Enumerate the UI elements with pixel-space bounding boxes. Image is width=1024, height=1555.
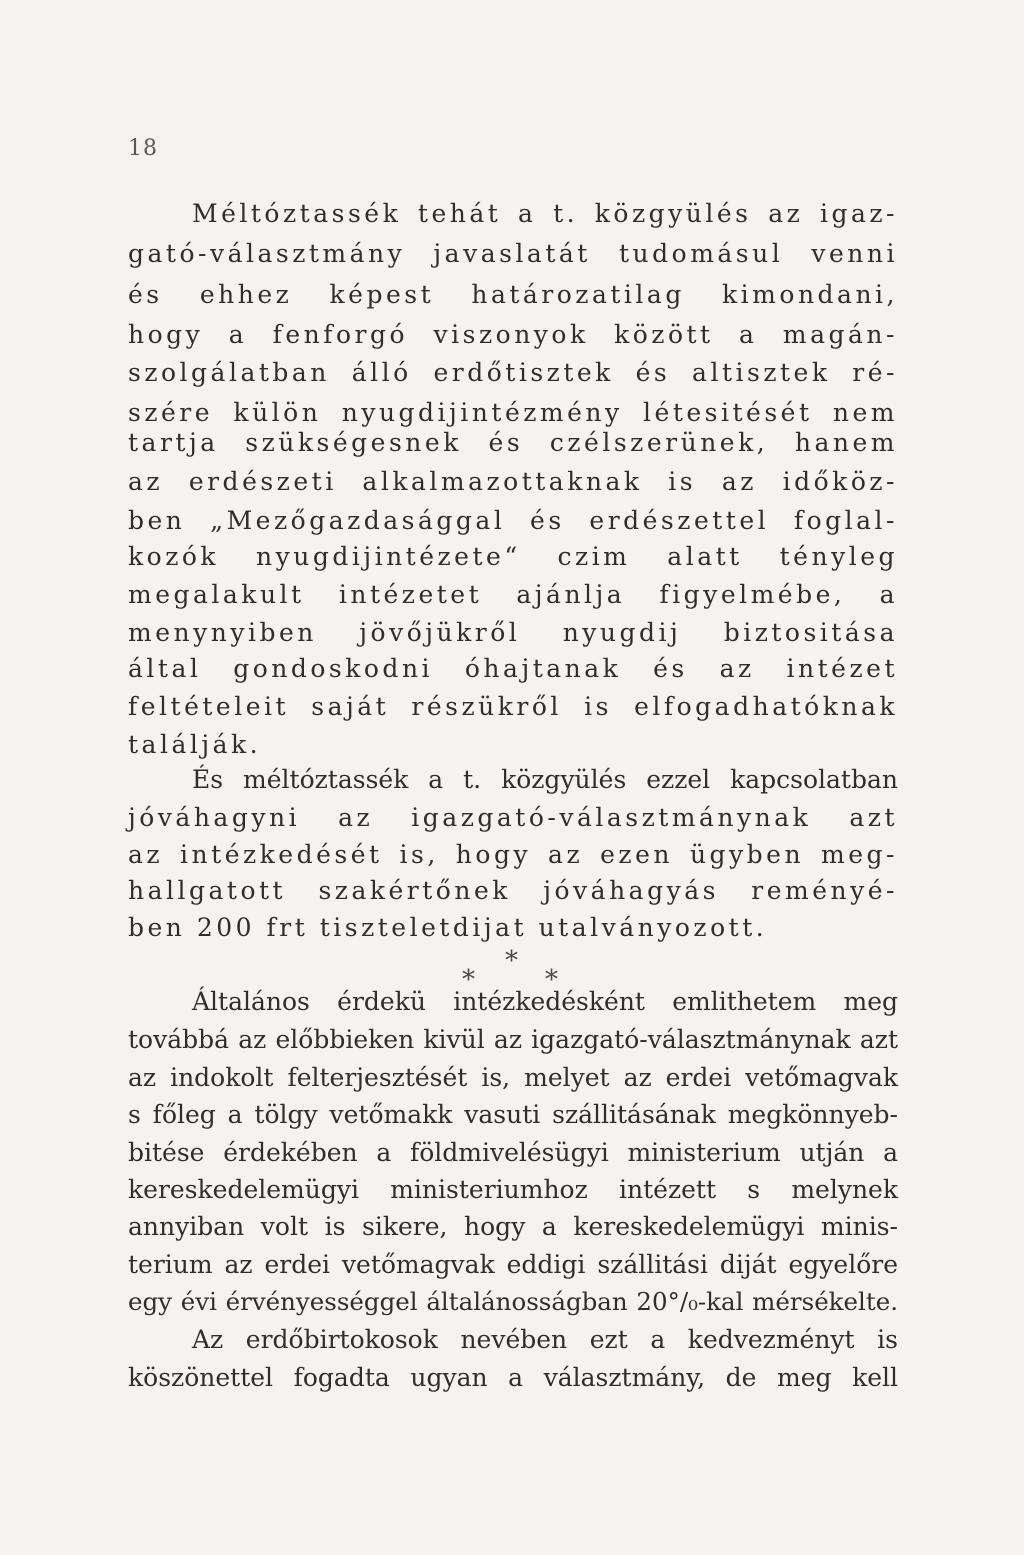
paragraph-1-line: ben „Mezőgazdasággal és erdészettel foglal- (128, 506, 898, 535)
separator-asterisk-top: * (505, 946, 518, 976)
paragraph-3-line: továbbá az előbbieken kivül az igazgató-választmánynak azt (128, 1025, 898, 1054)
paragraph-1-line: Méltóztassék tehát a t. közgyülés az igaz- (192, 199, 898, 228)
paragraph-3-line: kereskedelemügyi ministeriumhoz intézett s melynek (128, 1175, 898, 1204)
paragraph-3-line: az indokolt felterjesztését is, melyet az erdei vetőmagvak (128, 1063, 898, 1092)
paragraph-3-line: terium az erdei vetőmagvak eddigi szállitási diját egyelőre (128, 1250, 898, 1279)
paragraph-3-line: egy évi érvényességgel általánosságban 20°/₀-kal mérsékelte. (128, 1287, 898, 1316)
paragraph-4-line: köszönettel fogadta ugyan a választmány, de meg kell (128, 1363, 898, 1392)
separator-asterisk-left: * (462, 965, 475, 995)
paragraph-3-line: annyiban volt is sikere, hogy a kereskedelemügyi minis- (128, 1212, 898, 1241)
paragraph-1-line: menynyiben jövőjükről nyugdij biztositása (128, 618, 898, 647)
paragraph-2-line: hallgatott szakértőnek jóváhagyás reményé- (128, 876, 898, 905)
paragraph-1-line: tartja szükségesnek és czélszerünek, hanem (128, 428, 898, 457)
paragraph-1-line: találják. (128, 730, 262, 759)
paragraph-1-line: által gondoskodni óhajtanak és az intézet (128, 654, 898, 683)
separator-asterisk-right: * (545, 965, 558, 995)
paragraph-1-line: feltételeit saját részükről is elfogadhatóknak (128, 692, 898, 721)
paragraph-1-line: az erdészeti alkalmazottaknak is az időköz- (128, 467, 898, 496)
paragraph-3-line: Általános érdekü intézkedésként emlithetem meg (192, 987, 898, 1016)
paragraph-2-line: az intézkedését is, hogy az ezen ügyben meg- (128, 840, 898, 869)
paragraph-3-line: bitése érdekében a földmivelésügyi ministerium utján a (128, 1138, 898, 1167)
paragraph-4-line: Az erdőbirtokosok nevében ezt a kedvezményt is (192, 1325, 898, 1354)
paragraph-1-line: szolgálatban álló erdőtisztek és altisztek ré- (128, 358, 898, 387)
paragraph-2-line: ben 200 frt tiszteletdijat utalványozott. (128, 913, 768, 942)
paragraph-1-line: hogy a fenforgó viszonyok között a magán- (128, 320, 898, 349)
paragraph-1-line: megalakult intézetet ajánlja figyelmébe, a (128, 580, 898, 609)
page-number: 18 (128, 136, 158, 161)
paragraph-1-line: gató-választmány javaslatát tudomásul venni (128, 239, 898, 268)
paragraph-1-line: szére külön nyugdijintézmény létesitését nem (128, 398, 898, 427)
paragraph-2-line: És méltóztassék a t. közgyülés ezzel kapcsolatban (192, 765, 898, 794)
paragraph-1-line: és ehhez képest határozatilag kimondani, (128, 280, 898, 309)
paragraph-1-line: kozók nyugdijintézete“ czim alatt tényleg (128, 542, 898, 571)
paragraph-2-line: jóváhagyni az igazgató-választmánynak azt (128, 803, 898, 832)
paragraph-3-line: s főleg a tölgy vetőmakk vasuti szállitásának megkönnyeb- (128, 1100, 898, 1129)
